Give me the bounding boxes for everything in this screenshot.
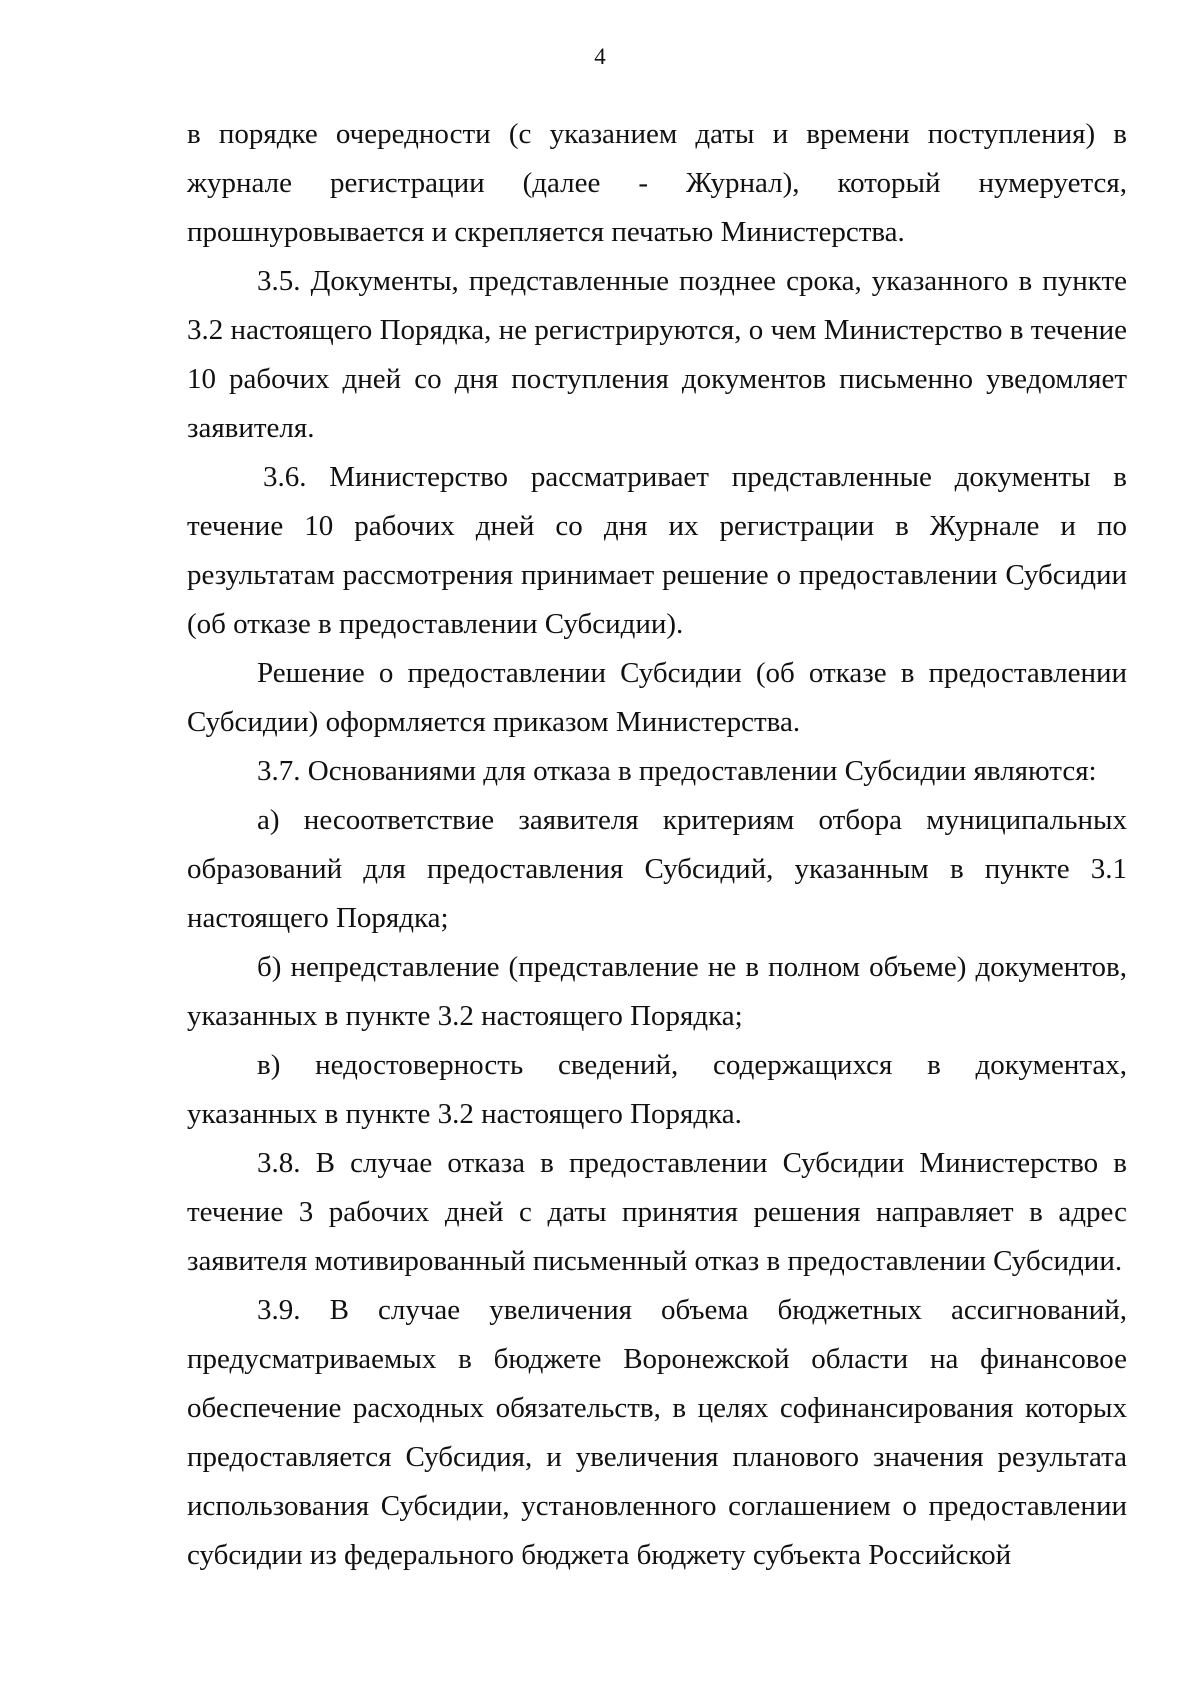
paragraph-continuation: в порядке очередности (с указанием даты и времени поступления) в журнале регистрации (далее - Журнал), который нумеруется, прошнуровывается и скрепляется печатью Министерства.: [187, 118, 1127, 248]
paragraph-3-8: 3.8. В случае отказа в предоставлении Субсидии Министерство в течение 3 рабочих дней с даты принятия решения направляет в адрес заявителя мотивированный письменный отказ в предоставлении Субсидии.: [187, 1147, 1127, 1277]
paragraph-3-7: 3.7. Основаниями для отказа в предоставлении Субсидии являются:: [257, 755, 1097, 787]
paragraph-item-a: а) несоответствие заявителя критериям отбора муниципальных образований для предоставления Субсидий, указанным в пункте 3.1 настоящего Порядка;: [187, 804, 1127, 934]
paragraph-3-6: 3.6. Министерство рассматривает представленные документы в течение 10 рабочих дней со дня их регистрации в Журнале и по результатам рассмотрения принимает решение о предоставлении Субсидии (об отказе в предоставлении Субсидии).: [187, 461, 1127, 640]
paragraph-3-9: 3.9. В случае увеличения объема бюджетных ассигнований, предусматриваемых в бюджете Воронежской области на финансовое обеспечение расходных обязательств, в целях софинансирования которых предоставляется Субсидия, и увеличения планового значения результата использования Субсидии, установленного соглашением о предоставлении субсидии из федерального бюджета бюджету субъекта Российской: [187, 1294, 1127, 1571]
paragraph-3-5: 3.5. Документы, представленные позднее срока, указанного в пункте 3.2 настоящего Порядка, не регистрируются, о чем Министерство в течение 10 рабочих дней со дня поступления документов письменно уведомляет заявителя.: [187, 265, 1127, 444]
paragraph-item-b: б) непредставление (представление не в полном объеме) документов, указанных в пункте 3.2 настоящего Порядка;: [187, 951, 1127, 1032]
paragraph-decision: Решение о предоставлении Субсидии (об отказе в предоставлении Субсидии) оформляется приказом Министерства.: [187, 657, 1127, 738]
paragraph-item-v: в) недостоверность сведений, содержащихся в документах, указанных в пункте 3.2 настоящего Порядка.: [187, 1049, 1127, 1130]
document-body: [187, 110, 1127, 1580]
page-number: 4: [594, 44, 606, 69]
